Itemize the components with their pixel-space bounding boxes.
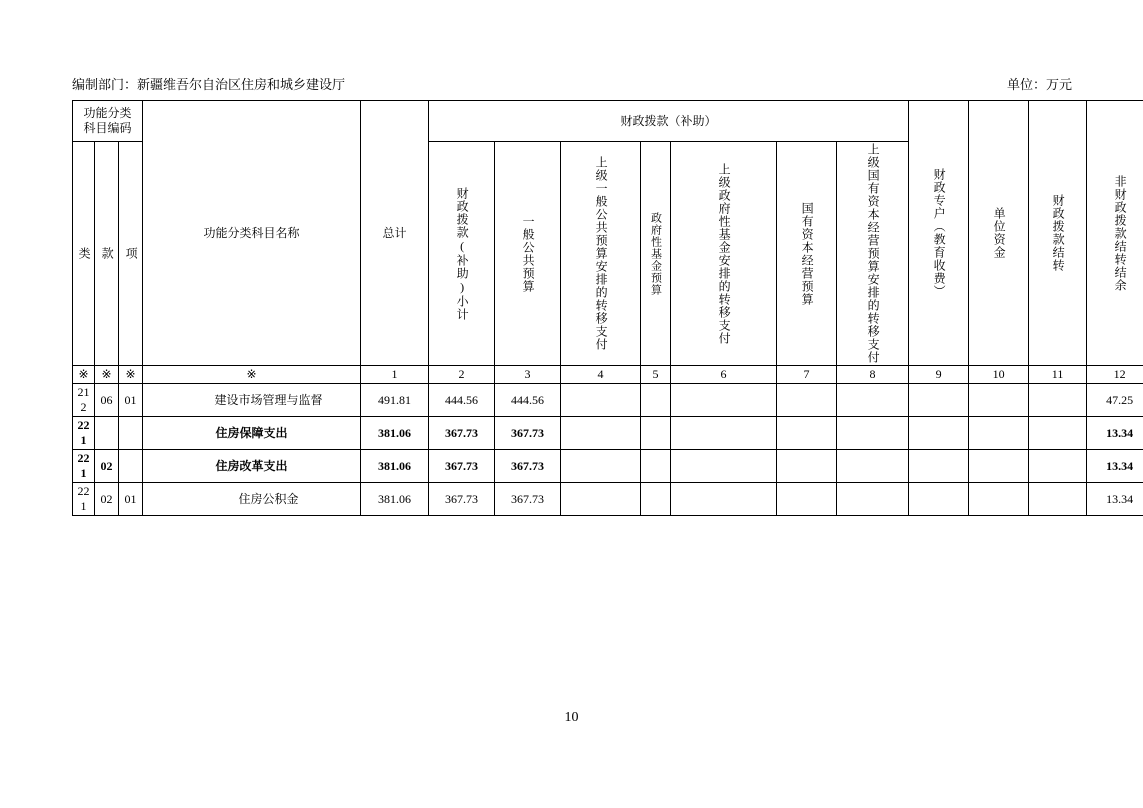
header-upper-general-transfer-text: 上级一般公共预算安排的转移支付	[594, 156, 609, 351]
row-cell-fiscal-subtotal: 367.73	[429, 483, 495, 516]
row-cell-upper-gov-fund-transfer	[671, 450, 777, 483]
header-general-public-budget	[495, 142, 561, 366]
row-cell-state-capital	[777, 483, 837, 516]
header-unit-fund-text: 单位资金	[992, 207, 1007, 259]
header-upper-gov-fund-transfer-text: 上级政府性基金安排的转移支付	[717, 162, 732, 345]
header-lei-text: 类	[77, 247, 92, 260]
row-cell-unit-fund	[969, 450, 1029, 483]
row-cell-xiang	[119, 417, 143, 450]
row-cell-general-public: 367.73	[495, 483, 561, 516]
header-upper-state-capital-transfer	[837, 142, 909, 366]
budget-table	[72, 100, 1143, 516]
header-nonfiscal-carryover	[1087, 101, 1143, 366]
row-cell-nonfiscal-carryover: 13.34	[1087, 483, 1143, 516]
header-fiscal-subtotal-text: 财政拨款(补助)小计	[455, 186, 470, 321]
row-cell-name: 住房改革支出	[143, 450, 361, 483]
row-cell-upper-general-transfer	[561, 384, 641, 417]
mark-xiang: ※	[119, 366, 143, 384]
row-cell-upper-state-capital-transfer	[837, 417, 909, 450]
row-cell-total: 381.06	[361, 483, 429, 516]
header-total: 总计	[361, 101, 429, 366]
header-kuan	[95, 142, 119, 366]
row-cell-fiscal-special-account	[909, 483, 969, 516]
colnum-10: 10	[969, 366, 1029, 384]
header-row-marks	[73, 366, 1143, 384]
row-cell-upper-state-capital-transfer	[837, 483, 909, 516]
header-unit-fund	[969, 101, 1029, 366]
colnum-8: 8	[837, 366, 909, 384]
row-cell-kuan	[95, 417, 119, 450]
header-state-capital-budget	[777, 142, 837, 366]
row-cell-fiscal-carryover	[1029, 384, 1087, 417]
row-cell-general-public: 367.73	[495, 417, 561, 450]
row-cell-nonfiscal-carryover: 13.34	[1087, 450, 1143, 483]
row-cell-fiscal-subtotal: 367.73	[429, 417, 495, 450]
row-cell-nonfiscal-carryover: 47.25	[1087, 384, 1143, 417]
row-cell-fiscal-special-account	[909, 450, 969, 483]
row-cell-name: 住房公积金	[143, 483, 361, 516]
row-cell-nonfiscal-carryover: 13.34	[1087, 417, 1143, 450]
header-fiscal-allocation-group: 财政拨款（补助）	[429, 101, 909, 142]
header-nonfiscal-carryover-text: 非财政拨款结转结余	[1113, 174, 1128, 292]
row-cell-state-capital	[777, 417, 837, 450]
header-kuan-text: 款	[100, 247, 115, 260]
row-cell-general-public: 367.73	[495, 450, 561, 483]
row-cell-kuan: 02	[95, 483, 119, 516]
row-cell-lei: 212	[73, 384, 95, 417]
row-cell-lei: 221	[73, 417, 95, 450]
table-row	[73, 417, 1143, 450]
row-cell-total: 381.06	[361, 450, 429, 483]
header-xiang-text: 项	[124, 247, 139, 260]
row-cell-lei: 221	[73, 450, 95, 483]
header-function-name: 功能分类科目名称	[143, 101, 361, 366]
table-header-line	[72, 74, 1072, 93]
row-cell-gov-fund-budget	[641, 417, 671, 450]
table-row	[73, 384, 1143, 417]
row-cell-state-capital	[777, 384, 837, 417]
table-head	[73, 101, 1143, 384]
row-cell-name: 住房保障支出	[143, 417, 361, 450]
row-cell-upper-state-capital-transfer	[837, 384, 909, 417]
header-gov-fund-budget	[641, 142, 671, 366]
header-fiscal-carryover-text: 财政拨款结转	[1051, 194, 1066, 272]
row-cell-unit-fund	[969, 384, 1029, 417]
row-cell-gov-fund-budget	[641, 450, 671, 483]
row-cell-gov-fund-budget	[641, 384, 671, 417]
row-cell-upper-general-transfer	[561, 417, 641, 450]
header-general-public-budget-text: 一般公共预算	[521, 214, 536, 293]
row-cell-gov-fund-budget	[641, 483, 671, 516]
table-row	[73, 450, 1143, 483]
header-fiscal-special-account	[909, 101, 969, 366]
row-cell-fiscal-special-account	[909, 417, 969, 450]
page-number: 10	[564, 710, 579, 725]
header-function-code-group	[73, 101, 143, 142]
row-cell-xiang: 01	[119, 384, 143, 417]
row-cell-xiang	[119, 450, 143, 483]
row-cell-fiscal-subtotal: 444.56	[429, 384, 495, 417]
compiling-department-label: 编制部门：新疆维吾尔自治区住房和城乡建设厅	[72, 77, 346, 92]
row-cell-fiscal-subtotal: 367.73	[429, 450, 495, 483]
header-upper-state-capital-transfer-text: 上级国有资本经营预算安排的转移支付	[866, 143, 881, 364]
colnum-5: 5	[641, 366, 671, 384]
colnum-7: 7	[777, 366, 837, 384]
row-cell-state-capital	[777, 450, 837, 483]
colnum-11: 11	[1029, 366, 1087, 384]
row-cell-unit-fund	[969, 417, 1029, 450]
header-fiscal-carryover	[1029, 101, 1087, 366]
row-cell-upper-gov-fund-transfer	[671, 384, 777, 417]
colnum-9: 9	[909, 366, 969, 384]
unit-label: 单位：万元	[1006, 77, 1072, 92]
colnum-6: 6	[671, 366, 777, 384]
row-cell-upper-general-transfer	[561, 450, 641, 483]
row-cell-upper-gov-fund-transfer	[671, 417, 777, 450]
colnum-2: 2	[429, 366, 495, 384]
colnum-3: 3	[495, 366, 561, 384]
header-fiscal-subtotal	[429, 142, 495, 366]
row-cell-upper-state-capital-transfer	[837, 450, 909, 483]
header-xiang	[119, 142, 143, 366]
header-upper-gov-fund-transfer	[671, 142, 777, 366]
header-fiscal-special-account-text: 财政专户（教育收费）	[932, 168, 947, 298]
header-function-code-line1: 功能分类	[83, 106, 132, 120]
row-cell-name: 建设市场管理与监督	[143, 384, 361, 417]
header-state-capital-budget-text: 国有资本经营预算	[800, 201, 815, 306]
table-row	[73, 483, 1143, 516]
row-cell-kuan: 02	[95, 450, 119, 483]
table-body	[73, 384, 1143, 516]
row-cell-unit-fund	[969, 483, 1029, 516]
row-cell-fiscal-carryover	[1029, 450, 1087, 483]
row-cell-total: 381.06	[361, 417, 429, 450]
row-cell-general-public: 444.56	[495, 384, 561, 417]
header-upper-general-transfer	[561, 142, 641, 366]
header-lei	[73, 142, 95, 366]
row-cell-upper-general-transfer	[561, 483, 641, 516]
colnum-12: 12	[1087, 366, 1143, 384]
header-row-1	[73, 101, 1143, 142]
colnum-1: 1	[361, 366, 429, 384]
row-cell-xiang: 01	[119, 483, 143, 516]
mark-name: ※	[143, 366, 361, 384]
mark-kuan: ※	[95, 366, 119, 384]
row-cell-lei: 221	[73, 483, 95, 516]
header-function-code-line2: 科目编码	[83, 121, 132, 135]
row-cell-upper-gov-fund-transfer	[671, 483, 777, 516]
colnum-4: 4	[561, 366, 641, 384]
row-cell-fiscal-carryover	[1029, 483, 1087, 516]
row-cell-fiscal-special-account	[909, 384, 969, 417]
mark-lei: ※	[73, 366, 95, 384]
row-cell-total: 491.81	[361, 384, 429, 417]
row-cell-fiscal-carryover	[1029, 417, 1087, 450]
header-gov-fund-budget-text: 政府性基金预算	[649, 211, 662, 296]
row-cell-kuan: 06	[95, 384, 119, 417]
